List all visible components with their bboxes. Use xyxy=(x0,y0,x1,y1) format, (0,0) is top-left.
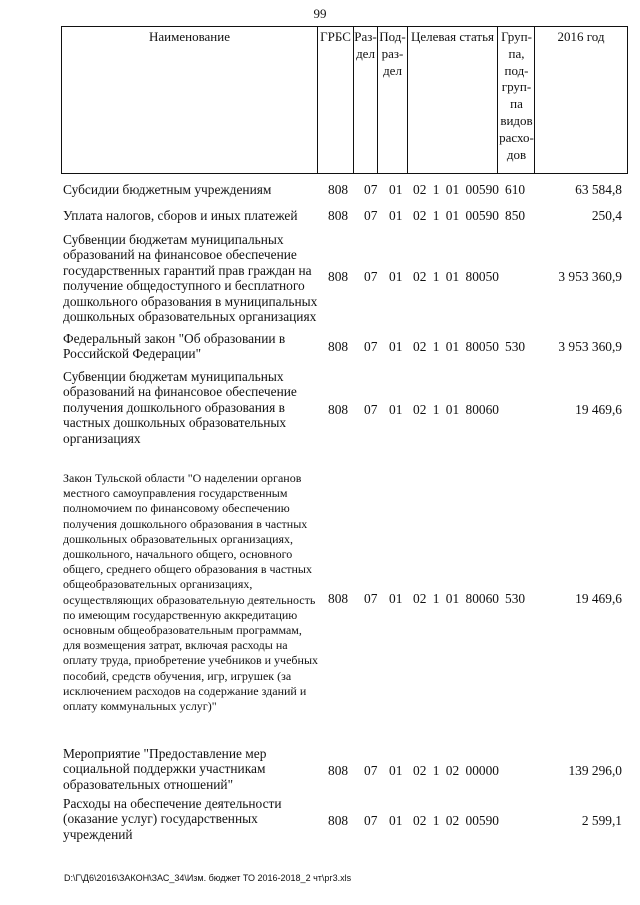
row-target: 02 1 01 80060 xyxy=(413,402,499,417)
row-group: 610 xyxy=(505,182,526,197)
header-grbs: ГРБС xyxy=(320,29,351,44)
row-target: 02 1 01 80050 xyxy=(413,339,499,354)
row-podrazdel: 01 xyxy=(389,182,403,197)
row-razdel: 07 xyxy=(364,182,378,197)
row-group: 530 xyxy=(505,339,526,354)
row-sum: 3 953 360,9 xyxy=(558,339,622,354)
header-top-border xyxy=(61,26,628,27)
header-bottom-border xyxy=(61,173,628,174)
row-grbs: 808 xyxy=(328,269,349,284)
row-sum: 63 584,8 xyxy=(575,182,622,197)
row-razdel: 07 xyxy=(364,339,378,354)
table-row xyxy=(0,369,640,449)
row-sum: 250,4 xyxy=(591,208,622,223)
row-podrazdel: 01 xyxy=(389,402,403,417)
row-sum: 3 953 360,9 xyxy=(558,269,622,284)
row-target: 02 1 02 00000 xyxy=(413,763,499,778)
header-divider xyxy=(61,26,62,174)
header-target: Целевая статья xyxy=(410,29,494,44)
header-divider xyxy=(627,26,628,174)
table-row xyxy=(0,232,640,326)
row-podrazdel: 01 xyxy=(389,269,403,284)
row-sum: 19 469,6 xyxy=(575,591,622,606)
row-group: 530 xyxy=(505,591,526,606)
file-path-footer: D:\Г\Д6\2016\ЗАКОН\ЗАС_34\Изм. бюджет ТО 2016-2018_2 чт\рг3.xls xyxy=(64,873,352,883)
row-target: 02 1 01 00590 xyxy=(413,182,499,197)
page-number: 99 xyxy=(313,6,327,21)
row-name: Закон Тульской области "О наделении органов местного самоуправления государственным полномочием по финансовому обеспечению получения дошкольного образования в частных дошкольных образовательных организациях, дошкольного, начального общего, основного общего, среднего общего образования в частных общеобразовательных организациях, осуществляющих образовательную деятельность по имеющим государственную аккредитацию основным общеобразовательным программам, для возмещения затрат, включая расходы на оплату труда, приобретение учебников и учебных пособий, средств обучения, игр, игрушек (за исключением расходов на содержание зданий и оплату коммунальных услуг)" xyxy=(63,471,319,714)
row-target: 02 1 01 80050 xyxy=(413,269,499,284)
row-name: Расходы на обеспечение деятельности (оказание услуг) государственных учреждений xyxy=(63,796,282,842)
row-grbs: 808 xyxy=(328,813,349,828)
row-podrazdel: 01 xyxy=(389,208,403,223)
row-razdel: 07 xyxy=(364,208,378,223)
header-divider xyxy=(317,26,318,174)
table-row xyxy=(0,331,640,363)
header-name: Наименование xyxy=(149,29,230,44)
table-row xyxy=(0,746,640,794)
table-header xyxy=(61,26,628,174)
row-grbs: 808 xyxy=(328,763,349,778)
row-name: Субвенции бюджетам муниципальных образований на финансовое обеспечение получения дошкольного образования в частных дошкольных образовательных организациях xyxy=(63,369,297,446)
row-name: Уплата налогов, сборов и иных платежей xyxy=(63,208,298,223)
row-grbs: 808 xyxy=(328,591,349,606)
row-podrazdel: 01 xyxy=(389,339,403,354)
header-year: 2016 год xyxy=(557,29,605,44)
table-row xyxy=(0,796,640,844)
row-razdel: 07 xyxy=(364,763,378,778)
row-podrazdel: 01 xyxy=(389,591,403,606)
row-grbs: 808 xyxy=(328,182,349,197)
row-razdel: 07 xyxy=(364,813,378,828)
table-row xyxy=(0,182,640,202)
header-divider xyxy=(407,26,408,174)
row-target: 02 1 01 80060 xyxy=(413,591,499,606)
table-row xyxy=(0,208,640,228)
row-razdel: 07 xyxy=(364,591,378,606)
row-grbs: 808 xyxy=(328,208,349,223)
row-razdel: 07 xyxy=(364,402,378,417)
row-podrazdel: 01 xyxy=(389,813,403,828)
header-group: Груп- па, под- груп- па видов расхо- дов xyxy=(499,29,534,162)
row-target: 02 1 01 00590 xyxy=(413,208,499,223)
header-razdel: Раз- дел xyxy=(354,29,377,61)
row-name: Мероприятие "Предоставление мер социальной поддержки участникам образовательных отношений" xyxy=(63,746,267,792)
row-sum: 2 599,1 xyxy=(581,813,622,828)
row-group: 850 xyxy=(505,208,526,223)
row-grbs: 808 xyxy=(328,339,349,354)
row-name: Субсидии бюджетным учреждениям xyxy=(63,182,272,197)
row-podrazdel: 01 xyxy=(389,763,403,778)
table-row xyxy=(0,471,640,727)
header-podrazdel: Под- раз- дел xyxy=(379,29,406,78)
row-name: Федеральный закон "Об образовании в Российской Федерации" xyxy=(63,331,286,362)
row-name: Субвенции бюджетам муниципальных образований на финансовое обеспечение государственных гарантий прав граждан на получение общедоступного и бесплатного дошкольного образования в муниципальных дошкольных образовательных организациях xyxy=(63,232,318,325)
row-sum: 139 296,0 xyxy=(568,763,622,778)
row-sum: 19 469,6 xyxy=(575,402,622,417)
row-razdel: 07 xyxy=(364,269,378,284)
row-target: 02 1 02 00590 xyxy=(413,813,499,828)
row-grbs: 808 xyxy=(328,402,349,417)
